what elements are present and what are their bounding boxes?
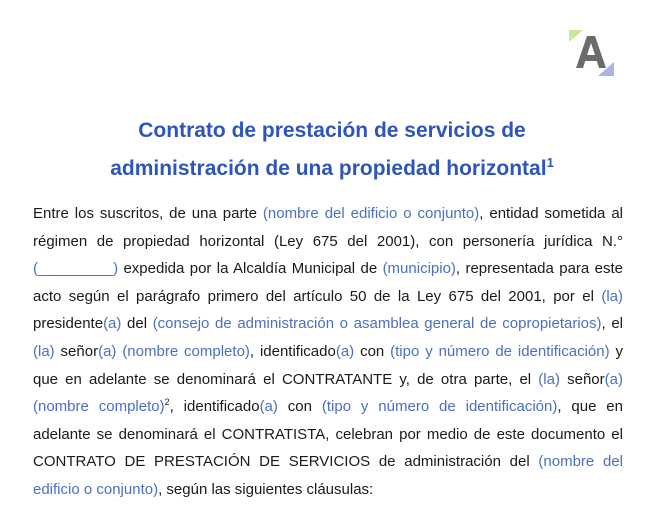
placeholder-gender-suffix: (a) xyxy=(259,398,278,416)
placeholder-article: (la) xyxy=(601,287,623,305)
placeholder-governing-body: (consejo de administración o asamblea general de copropietarios) xyxy=(152,315,602,333)
text-segment: , que en adelante se denominará el CONTRATISTA, celebran por medio de este documento el CONTRATO DE PRESTACIÓN DE SERVICIOS de administración del xyxy=(33,398,623,471)
text-segment: presidente xyxy=(33,315,104,333)
text-segment: , identificado xyxy=(169,398,260,416)
text-segment: con xyxy=(354,342,391,360)
placeholder-gender-suffix: (a) xyxy=(604,370,623,388)
logo-green-corner xyxy=(569,30,583,42)
text-segment: con xyxy=(277,398,322,416)
placeholder-building-name: (nombre del edificio o conjunto) xyxy=(33,453,623,498)
placeholder-building-name: (nombre del edificio o conjunto) xyxy=(262,205,480,222)
document-title xyxy=(0,112,664,188)
placeholder-full-name: (nombre completo) xyxy=(122,342,250,360)
text-segment: , representada para este acto según el parágrafo primero del artículo 50 de la Ley 675 del 2001, por el xyxy=(33,260,623,305)
placeholder-legal-id-number: (_________) xyxy=(33,260,119,278)
text-segment: señor xyxy=(54,342,99,360)
placeholder-gender-suffix: (a) xyxy=(335,342,355,360)
title-footnote-ref: 1 xyxy=(546,155,554,170)
placeholder-gender-suffix: (a) xyxy=(103,315,122,333)
title-line-1: Contrato de prestación de servicios de xyxy=(138,119,526,142)
text-segment: , identificado xyxy=(249,342,336,360)
placeholder-municipality: (municipio) xyxy=(382,260,456,278)
text-segment: y que en adelante se denominará el CONTRATANTE y, de otra parte, el xyxy=(33,342,623,388)
text-segment: , el xyxy=(601,315,623,333)
placeholder-id-type-number: (tipo y número de identificación) xyxy=(321,398,558,416)
text-segment: expedida por la Alcaldía Municipal de xyxy=(118,260,383,278)
footnote-ref: 2 xyxy=(164,397,170,408)
text-segment: , entidad sometida al régimen de propiedad horizontal (Ley 675 del 2001), con personería jurídica N.° xyxy=(33,205,623,250)
text-segment: Entre los suscritos, de una parte xyxy=(33,205,263,222)
contract-intro-paragraph xyxy=(33,200,623,504)
placeholder-gender-suffix: (a) xyxy=(98,342,117,360)
title-line-2: administración de una propiedad horizontal xyxy=(110,157,547,180)
placeholder-full-name: (nombre completo) xyxy=(33,398,165,416)
placeholder-article: (la) xyxy=(538,370,560,388)
text-segment: del xyxy=(121,315,153,333)
placeholder-article: (la) xyxy=(33,342,55,360)
placeholder-id-type-number: (tipo y número de identificación) xyxy=(390,342,610,360)
brand-a-logo-icon xyxy=(566,28,616,78)
logo-letter-a xyxy=(576,36,606,68)
text-segment: , según las siguientes cláusulas: xyxy=(158,480,374,498)
text-segment: señor xyxy=(559,370,605,388)
